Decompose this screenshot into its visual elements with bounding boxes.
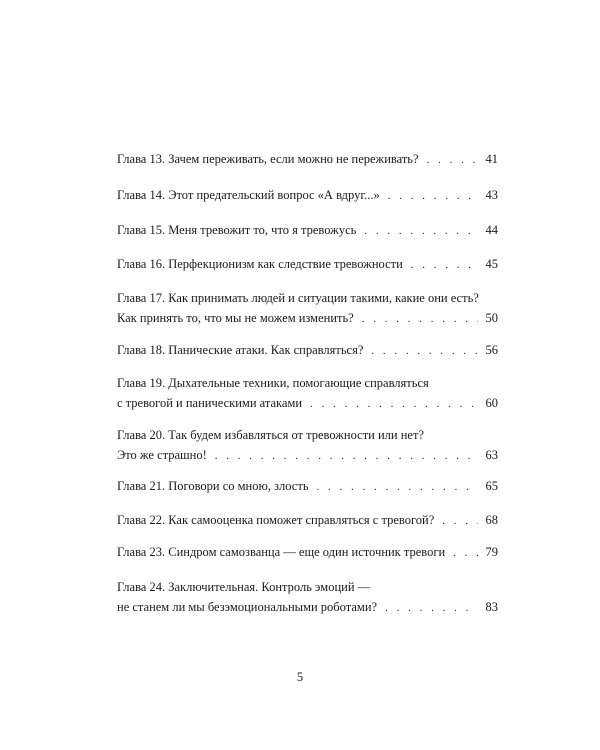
toc-entry-23: [117, 542, 498, 563]
toc-entry-13: [117, 149, 498, 170]
toc-entry-page: 83: [485, 600, 498, 614]
toc-entry-21: [117, 476, 498, 497]
toc-entry-page: 63: [485, 448, 498, 462]
toc-entry-20: [117, 425, 498, 466]
toc-entry-page: 50: [485, 311, 498, 325]
toc-entry-18: [117, 340, 498, 361]
toc-entry-title: Глава 18. Панические атаки. Как справляться?: [117, 343, 364, 357]
dot-leader: [385, 598, 477, 618]
dot-leader: [427, 150, 478, 170]
toc-entry-title-cont: Как принять то, что мы не можем изменить?: [117, 311, 354, 325]
toc-entry-14: [117, 185, 498, 206]
toc-entry-17: [117, 288, 498, 329]
toc-entry-page: 41: [485, 152, 498, 166]
toc-entry-19: [117, 373, 498, 414]
toc-entry-title: Глава 13. Зачем переживать, если можно не переживать?: [117, 152, 419, 166]
toc-entry-title-cont: Это же страшно!: [117, 448, 207, 462]
toc-entry-22: [117, 510, 498, 531]
dot-leader: [310, 394, 477, 414]
dot-leader: [317, 477, 478, 497]
dot-leader: [411, 255, 478, 275]
toc-entry-page: 60: [485, 396, 498, 410]
dot-leader: [371, 341, 477, 361]
toc-entry-page: 68: [485, 513, 498, 527]
toc-entry-title: Глава 16. Перфекционизм как следствие тревожности: [117, 257, 403, 271]
toc-entry-page: 45: [485, 257, 498, 271]
dot-leader: [442, 511, 477, 531]
toc-entry-title: Глава 22. Как самооценка поможет справляться с тревогой?: [117, 513, 435, 527]
toc-entry-title: Глава 15. Меня тревожит то, что я тревожусь: [117, 223, 357, 237]
toc-entry-title: Глава 17. Как принимать людей и ситуации такими, какие они есть?: [117, 291, 479, 305]
toc-entry-page: 79: [485, 545, 498, 559]
toc-entry-title-cont: не станем ли мы безэмоциональными роботами?: [117, 600, 378, 614]
toc-entry-title: Глава 23. Синдром самозванца — еще один источник тревоги: [117, 545, 446, 559]
toc-entry-page: 43: [485, 188, 498, 202]
toc-entry-page: 44: [485, 223, 498, 237]
dot-leader: [215, 446, 478, 466]
toc-entry-16: [117, 254, 498, 275]
toc-entry-15: [117, 220, 498, 241]
toc-entry-title: Глава 20. Так будем избавляться от тревожности или нет?: [117, 428, 424, 442]
dot-leader: [388, 186, 478, 206]
page-number: 5: [296, 670, 304, 684]
toc-entry-title: Глава 19. Дыхательные техники, помогающие справляться: [117, 376, 429, 390]
toc-entry-title: Глава 14. Этот предательский вопрос «А вдруг...»: [117, 188, 380, 202]
toc-entry-24: [117, 577, 498, 618]
dot-leader: [453, 543, 477, 563]
toc-entry-title: Глава 21. Поговори со мною, злость: [117, 479, 309, 493]
dot-leader: [364, 221, 477, 241]
toc-entry-title-cont: с тревогой и паническими атаками: [117, 396, 303, 410]
toc-entry-page: 56: [485, 343, 498, 357]
toc-entry-page: 65: [485, 479, 498, 493]
dot-leader: [362, 309, 478, 329]
toc-entry-title: Глава 24. Заключительная. Контроль эмоций —: [117, 580, 371, 594]
